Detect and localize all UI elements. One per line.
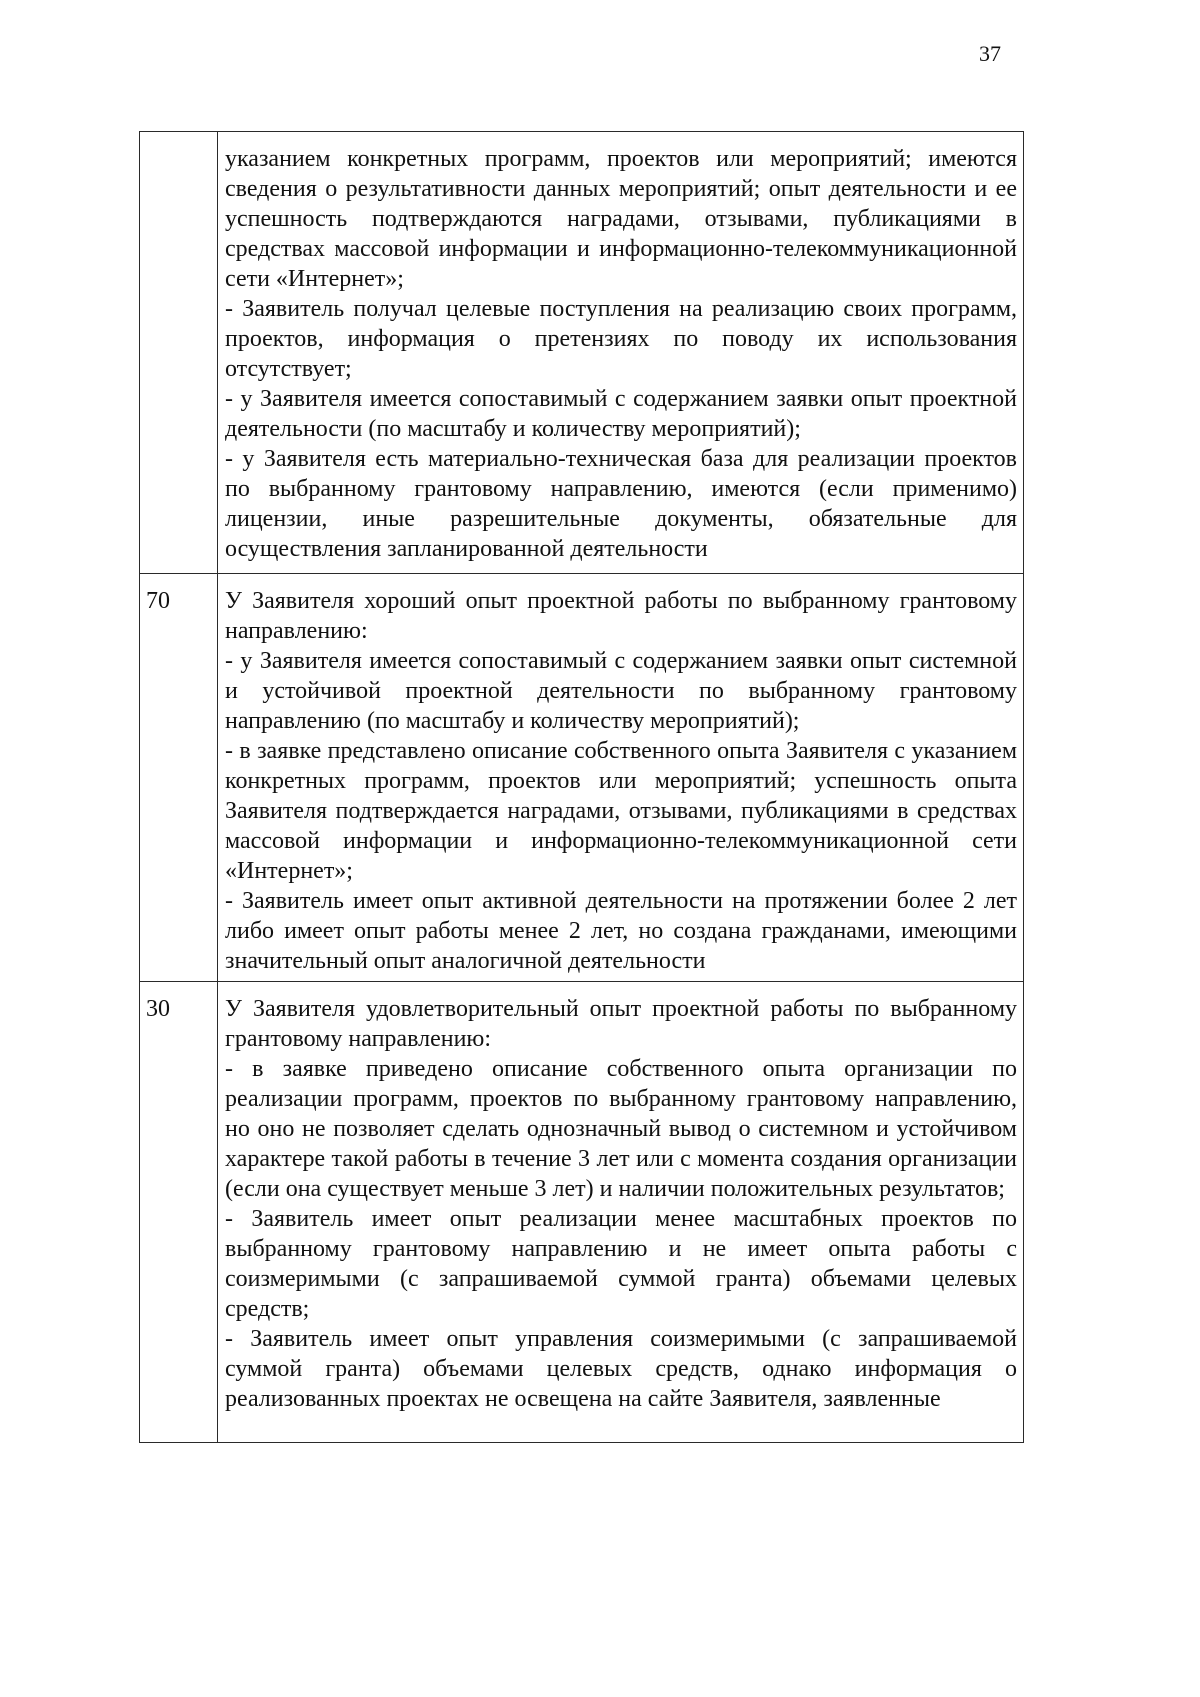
- table-row: [140, 982, 1024, 1443]
- score-value: 30: [146, 996, 170, 1022]
- criteria-paragraph: - у Заявителя есть материально-техническая база для реализации проектов по выбранному грантовому направлению, имеются (если применимо) лицензии, иные разрешительные документы, обязательные для осуществления запланированной деятельности: [225, 446, 1017, 562]
- criteria-paragraph: - Заявитель имеет опыт управления соизмеримыми (с запрашиваемой суммой гранта) объемами целевых средств, однако информация о реализованных проектах не освещена на сайте Заявителя, заявленные: [225, 1326, 1017, 1412]
- criteria-paragraph: - в заявке представлено описание собственного опыта Заявителя с указанием конкретных программ, проектов или мероприятий; успешность опыта Заявителя подтверждается наградами, отзывами, публикациями в средствах массовой информации и информационно-телекоммуникационной сети «Интернет»;: [225, 738, 1017, 884]
- criteria-paragraph: У Заявителя хороший опыт проектной работы по выбранному грантовому направлению:: [225, 588, 1017, 644]
- table-row: [140, 132, 1024, 574]
- criteria-paragraph: - Заявитель имеет опыт реализации менее масштабных проектов по выбранному грантовому направлению и не имеет опыта работы с соизмеримыми (с запрашиваемой суммой гранта) объемами целевых средств;: [225, 1206, 1017, 1322]
- criteria-paragraph: - Заявитель имеет опыт активной деятельности на протяжении более 2 лет либо имеет опыт работы менее 2 лет, но создана гражданами, имеющими значительный опыт аналогичной деятельности: [225, 888, 1017, 974]
- criteria-paragraph: У Заявителя удовлетворительный опыт проектной работы по выбранному грантовому направлению:: [225, 996, 1017, 1052]
- criteria-paragraph: - у Заявителя имеется сопоставимый с содержанием заявки опыт системной и устойчивой проектной деятельности по выбранному грантовому направлению (по масштабу и количеству мероприятий);: [225, 648, 1017, 734]
- criteria-paragraph: - в заявке приведено описание собственного опыта организации по реализации программ, проектов по выбранному грантовому направлению, но оно не позволяет сделать однозначный вывод о системном и устойчивом характере такой работы в течение 3 лет или с момента создания организации (если она существует меньше 3 лет) и наличии положительных результатов;: [225, 1056, 1017, 1202]
- criteria-text-cell: [218, 132, 1024, 574]
- criteria-text-cell: [218, 982, 1024, 1443]
- criteria-text-cell: [218, 574, 1024, 982]
- criteria-paragraph: указанием конкретных программ, проектов или мероприятий; имеются сведения о результативности данных мероприятий; опыт деятельности и ее успешность подтверждаются наградами, отзывами, публикациями в средствах массовой информации и информационно-телекоммуникационной сети «Интернет»;: [225, 146, 1017, 292]
- score-cell: [140, 982, 218, 1443]
- criteria-paragraph: - Заявитель получал целевые поступления на реализацию своих программ, проектов, информация о претензиях по поводу их использования отсутствует;: [225, 296, 1017, 382]
- score-cell: [140, 132, 218, 574]
- score-value: 70: [146, 588, 170, 614]
- criteria-paragraph: - у Заявителя имеется сопоставимый с содержанием заявки опыт проектной деятельности (по масштабу и количеству мероприятий);: [225, 386, 1017, 442]
- page-number: 37: [979, 41, 1001, 66]
- score-cell: [140, 574, 218, 982]
- table-row: [140, 574, 1024, 982]
- criteria-table: [139, 131, 1024, 1443]
